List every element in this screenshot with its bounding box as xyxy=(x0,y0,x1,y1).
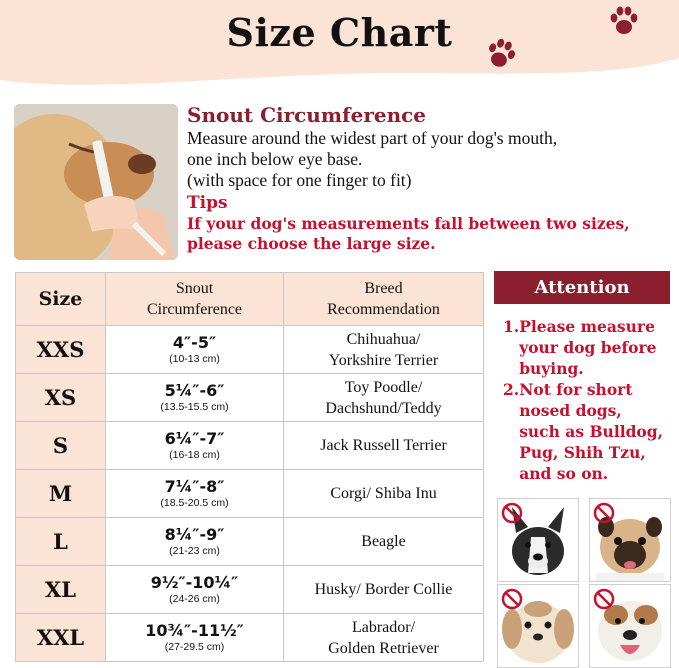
attention-line: buying. xyxy=(519,359,584,378)
circ-cm: (16-18 cm) xyxy=(169,449,220,461)
no-entry-icon xyxy=(501,502,523,524)
dog-photo-pug xyxy=(589,498,671,582)
table-row xyxy=(16,518,484,566)
breed-line: Yorkshire Terrier xyxy=(328,351,439,369)
breed-line: Toy Poodle/ xyxy=(344,378,423,396)
size-label: XXL xyxy=(16,614,106,662)
breed-line: Dachshund/Teddy xyxy=(325,399,442,417)
breed-line: Corgi/ Shiba Inu xyxy=(330,485,437,502)
breed-line: Husky/ Border Collie xyxy=(314,581,453,598)
table-row xyxy=(16,326,484,374)
breed-cell xyxy=(284,614,484,662)
no-entry-icon xyxy=(593,502,615,524)
no-entry-icon xyxy=(501,588,523,610)
circ-cm: (24-26 cm) xyxy=(169,593,220,605)
circ-inch: 7¼″-8″ xyxy=(164,477,225,496)
breed-cell xyxy=(284,518,484,566)
attention-line: Pug, Shih Tzu, xyxy=(519,443,646,462)
snout-desc-line: one inch below eye base. xyxy=(187,149,363,169)
circ-inch: 5¼″-6″ xyxy=(164,381,225,400)
circumference-cell xyxy=(106,470,284,518)
circ-inch: 10¾″-11½″ xyxy=(145,621,244,640)
circ-cm: (10-13 cm) xyxy=(169,353,220,365)
breed-cell xyxy=(284,374,484,422)
snout-title: Snout Circumference xyxy=(187,103,427,127)
size-label: XS xyxy=(16,374,106,422)
table-row xyxy=(16,422,484,470)
breed-cell xyxy=(284,470,484,518)
dog-photo-french-bulldog xyxy=(497,498,579,582)
circumference-cell xyxy=(106,422,284,470)
circumference-cell xyxy=(106,518,284,566)
header-size: Size xyxy=(16,273,106,326)
snout-desc-line: Measure around the widest part of your dog's mouth, xyxy=(187,128,558,148)
breed-cell xyxy=(284,566,484,614)
circ-inch: 8¼″-9″ xyxy=(164,525,225,544)
header-breed-line: Recommendation xyxy=(327,301,440,318)
table-header-row xyxy=(16,273,484,326)
snout-section xyxy=(187,102,677,254)
attention-line: and so on. xyxy=(519,464,609,483)
attention-number: 2. xyxy=(503,380,520,399)
size-label: M xyxy=(16,470,106,518)
table-row xyxy=(16,566,484,614)
no-entry-icon xyxy=(593,588,615,610)
size-table xyxy=(15,272,484,662)
table-row xyxy=(16,614,484,662)
circumference-cell xyxy=(106,614,284,662)
attention-line: Not for short xyxy=(519,380,633,399)
attention-line: such as Bulldog, xyxy=(519,422,664,441)
circ-cm: (21-23 cm) xyxy=(169,545,220,557)
circ-cm: (27-29.5 cm) xyxy=(164,641,225,653)
attention-text xyxy=(519,379,675,484)
attention-banner: Attention xyxy=(494,271,670,304)
circ-inch: 4″-5″ xyxy=(172,333,217,352)
attention-list xyxy=(503,316,675,484)
size-label: XL xyxy=(16,566,106,614)
breed-cell xyxy=(284,422,484,470)
breed-cell xyxy=(284,326,484,374)
size-label: S xyxy=(16,422,106,470)
tips-line: please choose the large size. xyxy=(187,234,436,253)
header-breed xyxy=(284,273,484,326)
size-label: XXS xyxy=(16,326,106,374)
size-label: L xyxy=(16,518,106,566)
header-circ-line: Circumference xyxy=(146,301,243,318)
breed-line: Beagle xyxy=(361,533,406,550)
dog-photo-bulldog xyxy=(589,584,671,668)
circ-inch: 9½″-10¼″ xyxy=(150,573,239,592)
dog-photo-shih-tzu xyxy=(497,584,579,668)
tips-line: If your dog's measurements fall between two sizes, xyxy=(187,214,630,233)
breed-line: Chihuahua/ xyxy=(346,330,421,348)
circ-cm: (18.5-20.5 cm) xyxy=(160,497,229,509)
breed-line: Golden Retriever xyxy=(328,639,439,657)
measuring-photo xyxy=(14,104,178,260)
table-row xyxy=(16,470,484,518)
breed-line: Jack Russell Terrier xyxy=(320,437,447,454)
header-breed-line: Breed xyxy=(364,280,403,297)
attention-line: nosed dogs, xyxy=(519,401,622,420)
attention-line: your dog before xyxy=(519,338,657,357)
attention-number: 1. xyxy=(503,317,520,336)
breed-line: Labrador/ xyxy=(351,618,416,636)
circumference-cell xyxy=(106,374,284,422)
circ-inch: 6¼″-7″ xyxy=(164,429,225,448)
circ-cm: (13.5-15.5 cm) xyxy=(160,401,229,413)
circumference-cell xyxy=(106,566,284,614)
table-row xyxy=(16,374,484,422)
header-circ-line: Snout xyxy=(175,280,214,297)
attention-item xyxy=(503,316,675,379)
header-circumference xyxy=(106,273,284,326)
tips-title: Tips xyxy=(187,193,228,213)
attention-item xyxy=(503,379,675,484)
attention-line: Please measure xyxy=(519,317,655,336)
snout-desc-line: (with space for one finger to fit) xyxy=(187,170,412,190)
paw-icon xyxy=(608,4,640,38)
attention-text xyxy=(519,316,675,379)
page-title: Size Chart xyxy=(226,10,453,55)
paw-icon xyxy=(484,36,518,72)
circumference-cell xyxy=(106,326,284,374)
